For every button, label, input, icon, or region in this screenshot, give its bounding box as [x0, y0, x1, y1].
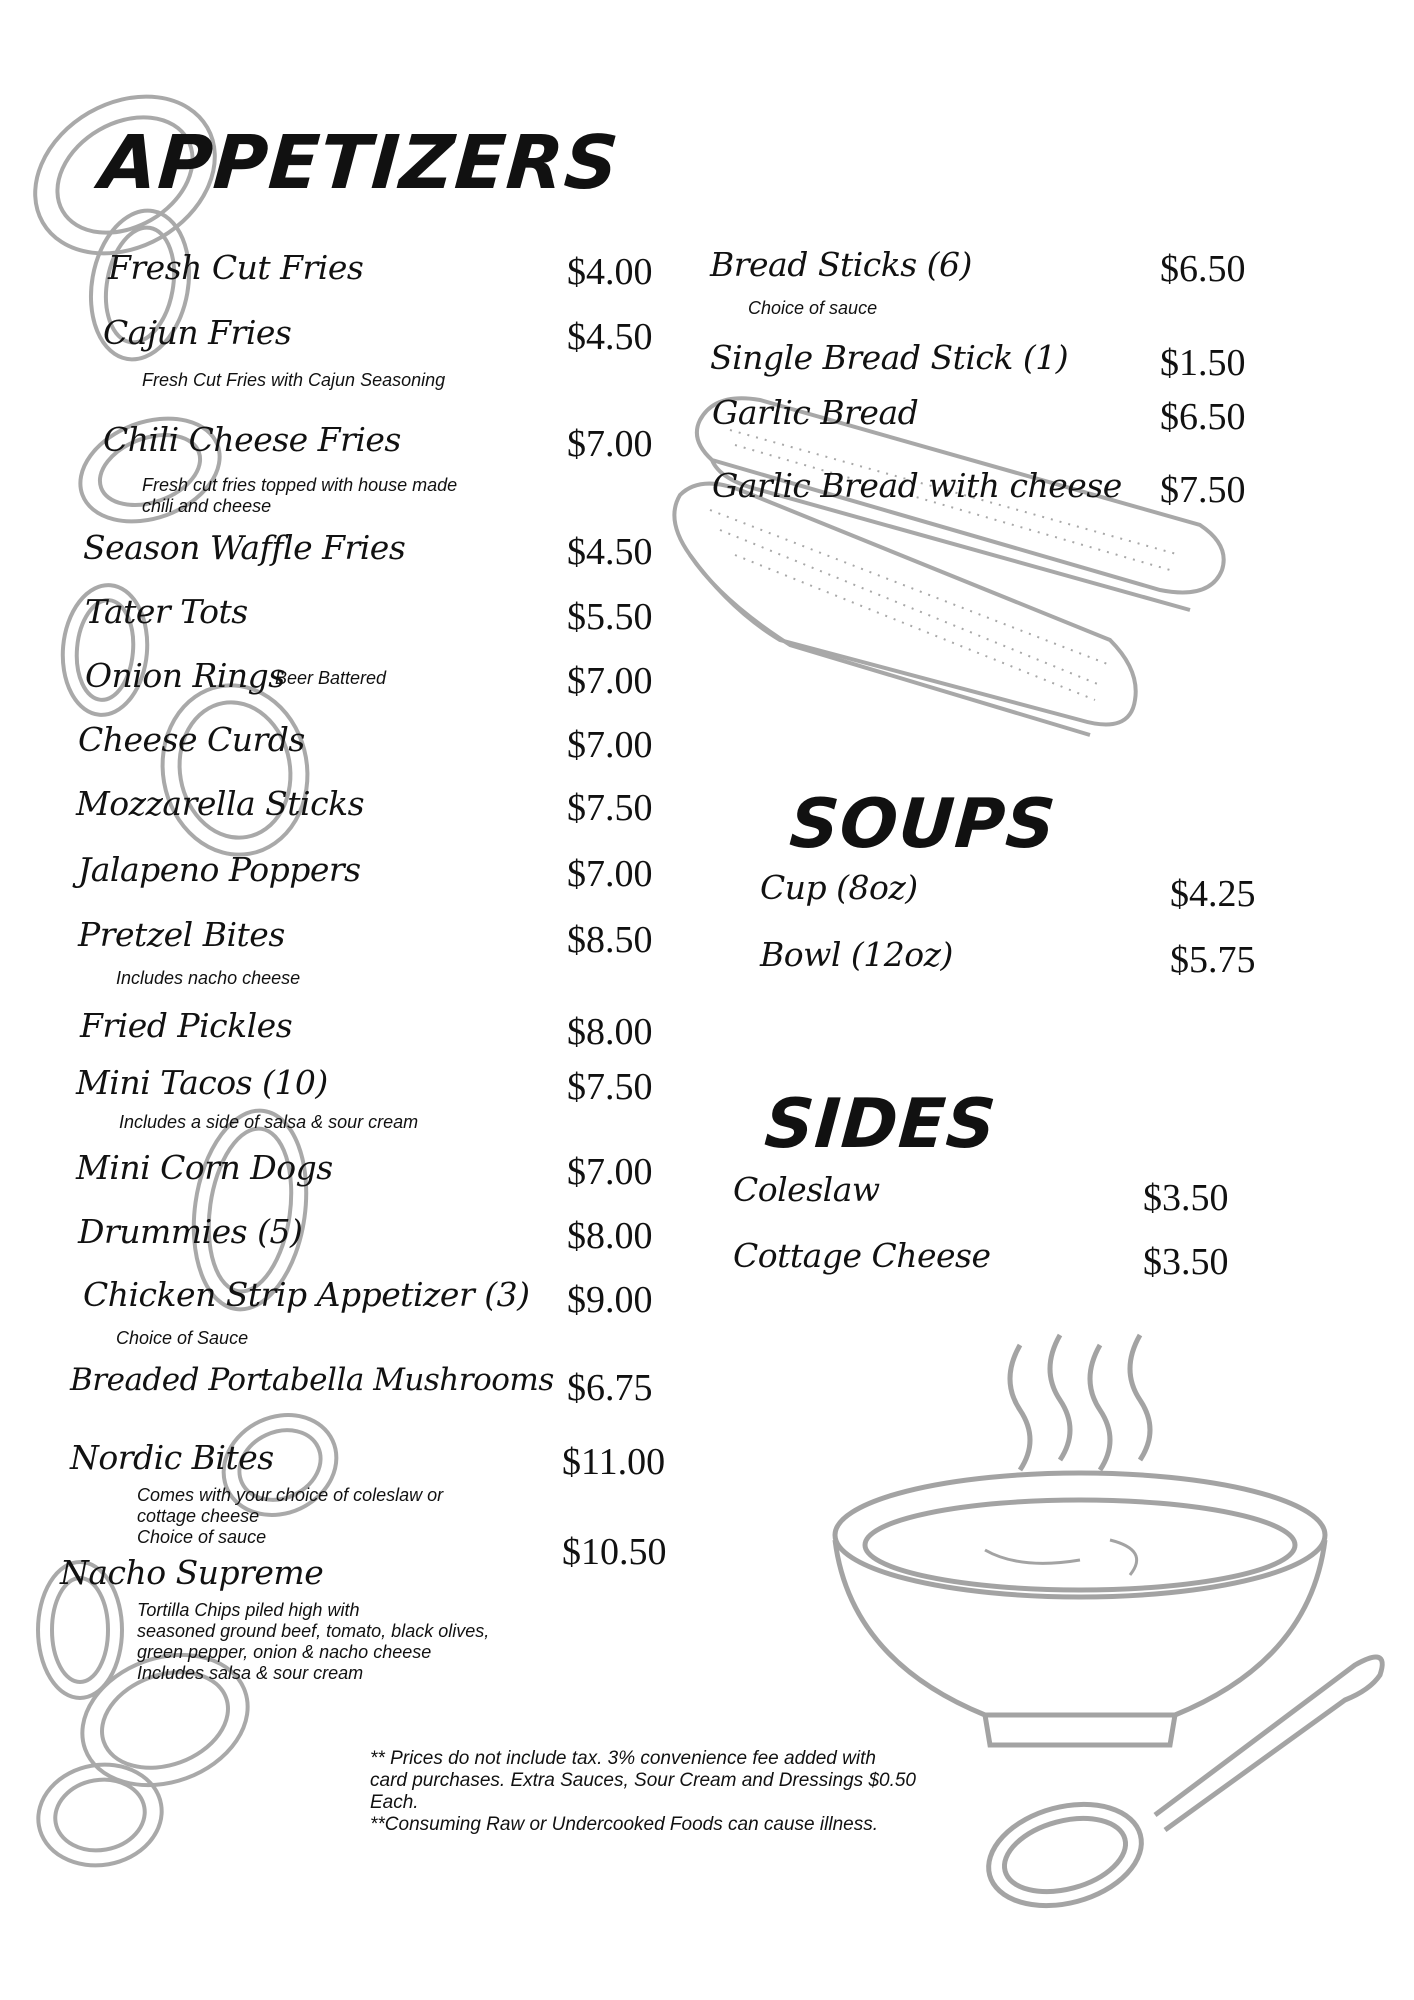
item-name: Cajun Fries [103, 313, 292, 352]
item-name: Chicken Strip Appetizer (3) [83, 1275, 530, 1314]
item-name: Chili Cheese Fries [103, 420, 401, 459]
item-note: Comes with your choice of coleslaw or [137, 1485, 444, 1505]
item-name: Mini Tacos (10) [76, 1063, 328, 1102]
item-price: $8.50 [567, 919, 653, 961]
item-price: $5.50 [567, 596, 653, 638]
item-price: $7.50 [567, 1066, 653, 1108]
item-price: $7.00 [567, 1151, 653, 1193]
item-name: Single Bread Stick (1) [710, 338, 1069, 377]
item-price: $6.50 [1160, 248, 1246, 290]
item-name: Bread Sticks (6) [710, 245, 972, 284]
item-name: Jalapeno Poppers [78, 850, 361, 889]
item-name: Coleslaw [733, 1170, 880, 1209]
item-price: $7.00 [567, 724, 653, 766]
item-note: Includes nacho cheese [116, 968, 301, 988]
item-name: Pretzel Bites [78, 915, 285, 954]
item-note: cottage cheese [137, 1506, 260, 1526]
item-price: $4.25 [1170, 873, 1256, 915]
item-price: $7.50 [1160, 469, 1246, 511]
footnote [370, 1748, 1010, 1836]
item-price: $10.50 [562, 1531, 667, 1573]
item-name: Season Waffle Fries [83, 528, 406, 567]
appetizers-heading: APPETIZERS [96, 120, 622, 206]
item-note: Choice of Sauce [116, 1328, 249, 1348]
sides-heading: SIDES [762, 1085, 999, 1164]
item-name: Cup (8oz) [760, 868, 918, 907]
item-note: Choice of sauce [748, 298, 878, 318]
item-price: $4.00 [567, 251, 653, 293]
item-price: $7.00 [567, 423, 653, 465]
item-name: Onion Rings [85, 656, 285, 695]
item-note: Fresh cut fries topped with house made [142, 475, 458, 495]
item-price: $3.50 [1143, 1177, 1229, 1219]
item-name: Mozzarella Sticks [76, 784, 365, 823]
breadsticks-sketch [674, 398, 1223, 735]
item-name: Cheese Curds [78, 720, 305, 759]
item-note: Includes a side of salsa & sour cream [119, 1112, 419, 1132]
item-note: chili and cheese [142, 496, 272, 516]
item-name: Fresh Cut Fries [108, 248, 364, 287]
item-name: Mini Corn Dogs [76, 1148, 333, 1187]
item-note: Tortilla Chips piled high with [137, 1600, 360, 1620]
item-price: $3.50 [1143, 1241, 1229, 1283]
soups-heading: SOUPS [787, 785, 1059, 864]
item-note: Choice of sauce [137, 1527, 267, 1547]
item-price: $7.50 [567, 787, 653, 829]
item-name: Bowl (12oz) [760, 935, 953, 974]
item-note: Fresh Cut Fries with Cajun Seasoning [142, 370, 446, 390]
item-name: Nordic Bites [70, 1438, 274, 1477]
item-price: $7.00 [567, 853, 653, 895]
item-price: $4.50 [567, 316, 653, 358]
item-price: $8.00 [567, 1011, 653, 1053]
footnote-line: Each. [370, 1792, 419, 1813]
item-name: Cottage Cheese [733, 1236, 991, 1275]
item-note: Beer Battered [275, 668, 387, 688]
item-price: $11.00 [562, 1441, 666, 1483]
item-name: Garlic Bread with cheese [712, 466, 1122, 505]
footnote-line: card purchases. Extra Sauces, Sour Cream and Dressings $0.50 [370, 1770, 916, 1791]
item-name: Drummies (5) [78, 1212, 303, 1251]
item-price: $1.50 [1160, 342, 1246, 384]
item-name: Nacho Supreme [60, 1553, 324, 1592]
item-name: Fried Pickles [80, 1006, 293, 1045]
spoon-sketch [977, 1657, 1382, 1922]
item-name: Breaded Portabella Mushrooms [70, 1362, 554, 1398]
footnote-line: ** Prices do not include tax. 3% convenience fee added with [370, 1748, 876, 1769]
item-price: $6.50 [1160, 396, 1246, 438]
item-price: $8.00 [567, 1215, 653, 1257]
item-price: $5.75 [1170, 939, 1256, 981]
soup-bowl-sketch [835, 1335, 1325, 1745]
footnote-line: **Consuming Raw or Undercooked Foods can cause illness. [370, 1814, 878, 1835]
item-note: Includes salsa & sour cream [137, 1663, 364, 1683]
item-name: Tater Tots [85, 592, 248, 631]
item-note: green pepper, onion & nacho cheese [137, 1642, 432, 1662]
item-name: Garlic Bread [712, 393, 919, 432]
item-price: $7.00 [567, 660, 653, 702]
item-note: seasoned ground beef, tomato, black olives, [137, 1621, 490, 1641]
item-price: $9.00 [567, 1279, 653, 1321]
item-price: $4.50 [567, 531, 653, 573]
item-price: $6.75 [567, 1367, 653, 1409]
